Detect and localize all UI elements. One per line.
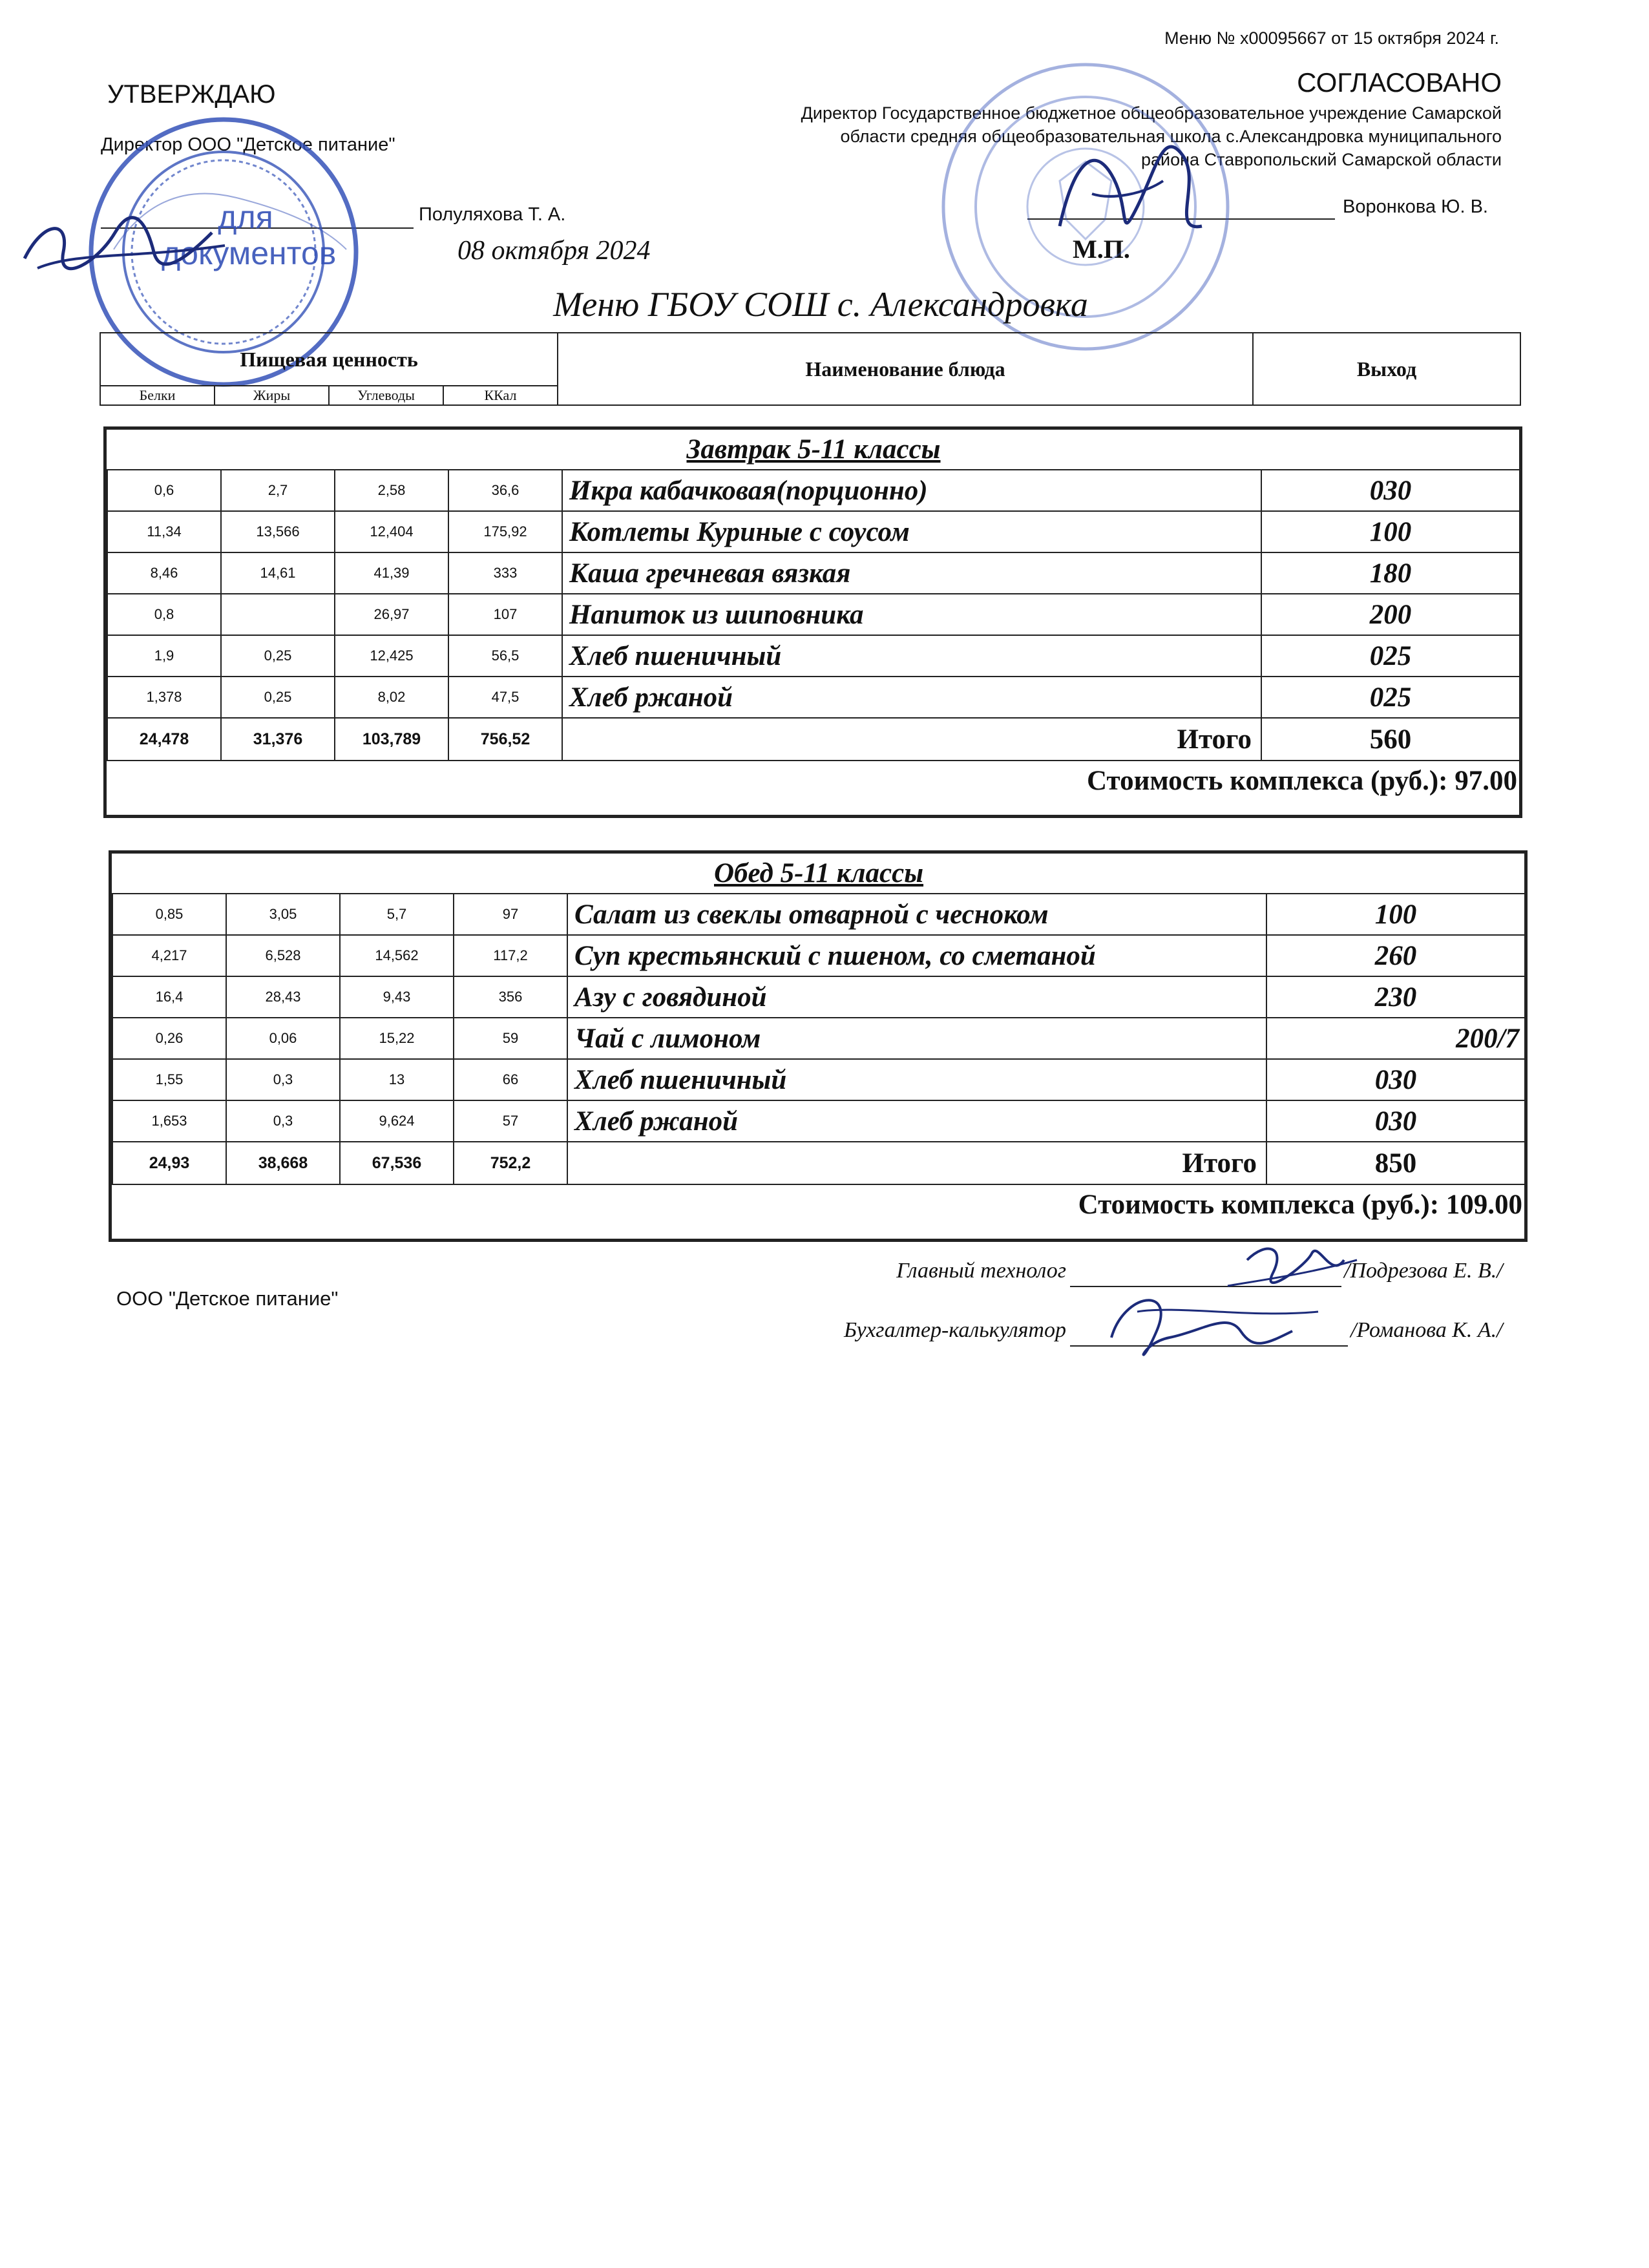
tech-title: Главный технолог	[896, 1259, 1066, 1283]
table-row	[112, 1018, 1525, 1059]
agree-title: СОГЛАСОВАНО	[1297, 67, 1502, 98]
acc-title: Бухгалтер-калькулятор	[843, 1318, 1066, 1342]
header-nutrition: Пищевая ценность	[100, 333, 558, 386]
total-yield: 560	[1261, 718, 1520, 761]
cell-dish-name: Хлеб ржаной	[562, 677, 1261, 718]
cell-fat: 0,3	[226, 1100, 340, 1142]
cell-kcal: 57	[454, 1100, 567, 1142]
stamp-text: для документов	[162, 199, 337, 271]
cell-protein: 1,653	[112, 1100, 226, 1142]
cell-kcal: 36,6	[448, 470, 562, 511]
cell-fat: 14,61	[221, 552, 335, 594]
total-kcal: 756,52	[448, 718, 562, 761]
cell-carbs: 12,404	[335, 511, 448, 552]
header-yield: Выход	[1253, 333, 1520, 405]
total-fat: 38,668	[226, 1142, 340, 1184]
table-row	[112, 1100, 1525, 1142]
table-row	[107, 470, 1520, 511]
cell-protein: 8,46	[107, 552, 221, 594]
cell-protein: 0,26	[112, 1018, 226, 1059]
breakfast-title: Завтрак 5-11 классы	[107, 430, 1520, 470]
cell-yield: 025	[1261, 635, 1520, 677]
table-row	[112, 935, 1525, 976]
cell-fat: 13,566	[221, 511, 335, 552]
cell-fat: 2,7	[221, 470, 335, 511]
total-fat: 31,376	[221, 718, 335, 761]
footer-company: ООО "Детское питание"	[116, 1287, 339, 1310]
cell-fat: 3,05	[226, 894, 340, 935]
cell-kcal: 175,92	[448, 511, 562, 552]
cell-fat: 28,43	[226, 976, 340, 1018]
cell-dish-name: Хлеб ржаной	[567, 1100, 1266, 1142]
cell-dish-name: Салат из свеклы отварной с чесноком	[567, 894, 1266, 935]
cell-fat	[221, 594, 335, 635]
agree-position-line2: области средняя общеобразовательная школа с.Александровка муниципального	[840, 127, 1502, 146]
total-label: Итого	[567, 1142, 1266, 1184]
cell-carbs: 14,562	[340, 935, 454, 976]
header-carbs: Углеводы	[329, 386, 443, 405]
agree-position-line1: Директор Государственное бюджетное общеобразовательное учреждение Самарской	[801, 103, 1502, 123]
cell-dish-name: Напиток из шиповника	[562, 594, 1261, 635]
total-carbs: 103,789	[335, 718, 448, 761]
approve-date: 08 октября 2024	[457, 236, 651, 266]
table-row	[107, 594, 1520, 635]
cell-kcal: 97	[454, 894, 567, 935]
cell-dish-name: Каша гречневая вязкая	[562, 552, 1261, 594]
table-row	[107, 635, 1520, 677]
cell-dish-name: Икра кабачковая(порционно)	[562, 470, 1261, 511]
total-yield: 850	[1266, 1142, 1525, 1184]
approve-signature	[18, 207, 238, 278]
agree-signature	[1034, 116, 1228, 258]
cell-carbs: 13	[340, 1059, 454, 1100]
breakfast-table	[107, 430, 1520, 801]
cell-carbs: 9,624	[340, 1100, 454, 1142]
lunch-title: Обед 5-11 классы	[112, 854, 1525, 894]
cell-protein: 0,6	[107, 470, 221, 511]
lunch-table	[112, 854, 1526, 1224]
cell-fat: 0,3	[226, 1059, 340, 1100]
total-carbs: 67,536	[340, 1142, 454, 1184]
cell-carbs: 9,43	[340, 976, 454, 1018]
cell-protein: 1,9	[107, 635, 221, 677]
cell-yield: 260	[1266, 935, 1525, 976]
cell-yield: 200/7	[1266, 1018, 1525, 1059]
cell-protein: 11,34	[107, 511, 221, 552]
menu-number: Меню № х00095667 от 15 октября 2024 г.	[1164, 28, 1499, 48]
cell-dish-name: Суп крестьянский с пшеном, со сметаной	[567, 935, 1266, 976]
cell-kcal: 356	[454, 976, 567, 1018]
total-protein: 24,478	[107, 718, 221, 761]
total-row	[107, 718, 1520, 761]
cell-fat: 0,25	[221, 677, 335, 718]
cell-protein: 1,378	[107, 677, 221, 718]
cell-carbs: 12,425	[335, 635, 448, 677]
cell-protein: 0,8	[107, 594, 221, 635]
cell-carbs: 41,39	[335, 552, 448, 594]
table-row	[112, 894, 1525, 935]
cell-fat: 6,528	[226, 935, 340, 976]
table-row	[112, 1059, 1525, 1100]
section-breakfast	[103, 426, 1522, 818]
cell-yield: 030	[1261, 470, 1520, 511]
cell-kcal: 66	[454, 1059, 567, 1100]
cell-protein: 4,217	[112, 935, 226, 976]
cell-carbs: 8,02	[335, 677, 448, 718]
total-row	[112, 1142, 1525, 1184]
tech-name: /Подрезова Е. В./	[1344, 1259, 1503, 1283]
table-row	[107, 511, 1520, 552]
cell-dish-name: Азу с говядиной	[567, 976, 1266, 1018]
table-row	[107, 677, 1520, 718]
cell-kcal: 47,5	[448, 677, 562, 718]
cell-yield: 030	[1266, 1100, 1525, 1142]
total-protein: 24,93	[112, 1142, 226, 1184]
total-label: Итого	[562, 718, 1261, 761]
cell-dish-name: Чай с лимоном	[567, 1018, 1266, 1059]
cell-kcal: 56,5	[448, 635, 562, 677]
cell-kcal: 333	[448, 552, 562, 594]
cell-dish-name: Хлеб пшеничный	[562, 635, 1261, 677]
cell-yield: 180	[1261, 552, 1520, 594]
cell-carbs: 2,58	[335, 470, 448, 511]
stamp-place-label: М.П.	[1073, 235, 1130, 264]
approve-position: Директор ООО "Детское питание"	[101, 134, 395, 155]
agree-position-line3: района Ставропольский Самарской области	[1141, 150, 1502, 169]
acc-name: /Романова К. А./	[1350, 1318, 1503, 1342]
header-fat: Жиры	[215, 386, 329, 405]
section-lunch	[109, 850, 1528, 1242]
cell-carbs: 5,7	[340, 894, 454, 935]
cell-kcal: 117,2	[454, 935, 567, 976]
cell-fat: 0,06	[226, 1018, 340, 1059]
lunch-cost: Стоимость комплекса (руб.): 109.00	[112, 1184, 1525, 1224]
cell-yield: 025	[1261, 677, 1520, 718]
table-row	[112, 976, 1525, 1018]
header-protein: Белки	[100, 386, 215, 405]
cell-kcal: 59	[454, 1018, 567, 1059]
cell-fat: 0,25	[221, 635, 335, 677]
cell-kcal: 107	[448, 594, 562, 635]
total-kcal: 752,2	[454, 1142, 567, 1184]
approve-title: УТВЕРЖДАЮ	[107, 80, 276, 109]
cell-yield: 100	[1266, 894, 1525, 935]
approve-name: Полуляхова Т. А.	[419, 204, 566, 225]
column-header-table	[100, 332, 1521, 406]
document-title: Меню ГБОУ СОШ с. Александровка	[553, 285, 1088, 324]
cell-yield: 030	[1266, 1059, 1525, 1100]
header-kcal: ККал	[443, 386, 558, 405]
cell-yield: 230	[1266, 976, 1525, 1018]
tech-and-acc-signatures	[1098, 1241, 1370, 1363]
cell-dish-name: Котлеты Куриные с соусом	[562, 511, 1261, 552]
cell-yield: 100	[1261, 511, 1520, 552]
cell-protein: 16,4	[112, 976, 226, 1018]
header-dish-name: Наименование блюда	[558, 333, 1253, 405]
table-row	[107, 552, 1520, 594]
cell-dish-name: Хлеб пшеничный	[567, 1059, 1266, 1100]
breakfast-cost: Стоимость комплекса (руб.): 97.00	[107, 761, 1520, 801]
cell-carbs: 26,97	[335, 594, 448, 635]
cell-protein: 0,85	[112, 894, 226, 935]
cell-protein: 1,55	[112, 1059, 226, 1100]
cell-yield: 200	[1261, 594, 1520, 635]
agree-name: Воронкова Ю. В.	[1343, 196, 1488, 217]
cell-carbs: 15,22	[340, 1018, 454, 1059]
